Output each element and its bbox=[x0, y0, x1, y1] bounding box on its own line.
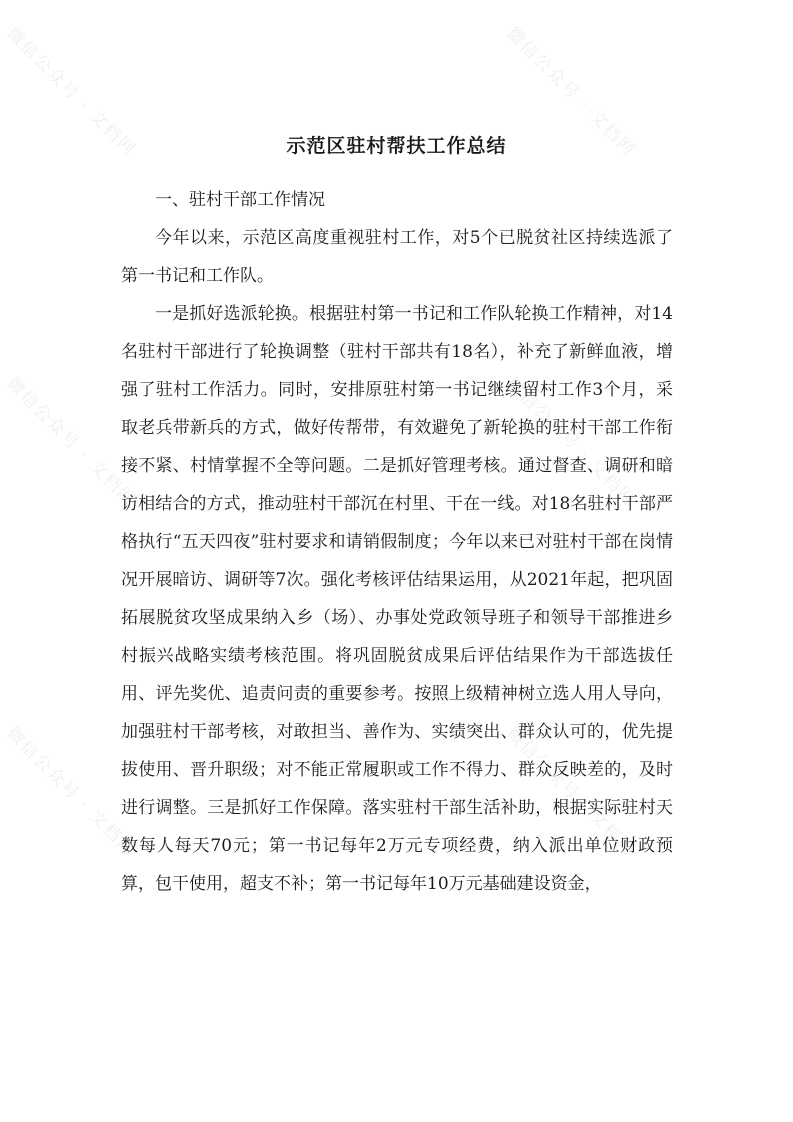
watermark-text: 微信公众号 · 文档网 bbox=[2, 373, 140, 511]
document-body bbox=[121, 181, 673, 903]
section-heading: 一、驻村干部工作情况 bbox=[155, 190, 325, 210]
document-title: 示范区驻村帮扶工作总结 bbox=[286, 135, 507, 157]
watermark-text: 微信公众号 · 文档网 bbox=[2, 23, 140, 161]
watermark-text: 微信公众号 · 文档网 bbox=[502, 373, 640, 511]
watermark-text: 微信公众号 · 文档网 bbox=[502, 723, 640, 861]
watermark-text: 微信公众号 · 文档网 bbox=[2, 723, 140, 861]
body-paragraph: 今年以来，示范区高度重视驻村工作，对5个已脱贫社区持续选派了第一书记和工作队。 bbox=[121, 228, 673, 286]
watermark-text: 微信公众号 · 文档网 bbox=[502, 23, 640, 161]
body-paragraph: 一是抓好选派轮换。根据驻村第一书记和工作队轮换工作精神，对14名驻村干部进行了轮换调整（驻村干部共有18名），补充了新鲜血液，增强了驻村工作活力。同时，安排原驻村第一书记继续留村工作3个月，采取老兵带新兵的方式，做好传帮带，有效避免了新轮换的驻村干部工作衔接不紧、村情掌握不全等问题。二是抓好管理考核。通过督查、调研和暗访相结合的方式，推动驻村干部沉在村里、干在一线。对18名驻村干部严格执行“五天四夜”驻村要求和请销假制度；今年以来已对驻村干部在岗情况开展暗访、调研等7次。强化考核评估结果运用，从2021年起，把巩固拓展脱贫攻坚成果纳入乡（场）、办事处党政领导班子和领导干部推进乡村振兴战略实绩考核范围。将巩固脱贫成果后评估结果作为干部选拔任用、评先奖优、追责问责的重要参考。按照上级精神树立选人用人导向，加强驻村干部考核，对敢担当、善作为、实绩突出、群众认可的，优先提拔使用、晋升职级；对不能正常履职或工作不得力、群众反映差的，及时进行调整。三是抓好工作保障。落实驻村干部生活补助，根据实际驻村天数每人每天70元；第一书记每年2万元专项经费，纳入派出单位财政预算，包干使用，超支不补；第一书记每年10万元基础建设资金， bbox=[121, 304, 673, 894]
